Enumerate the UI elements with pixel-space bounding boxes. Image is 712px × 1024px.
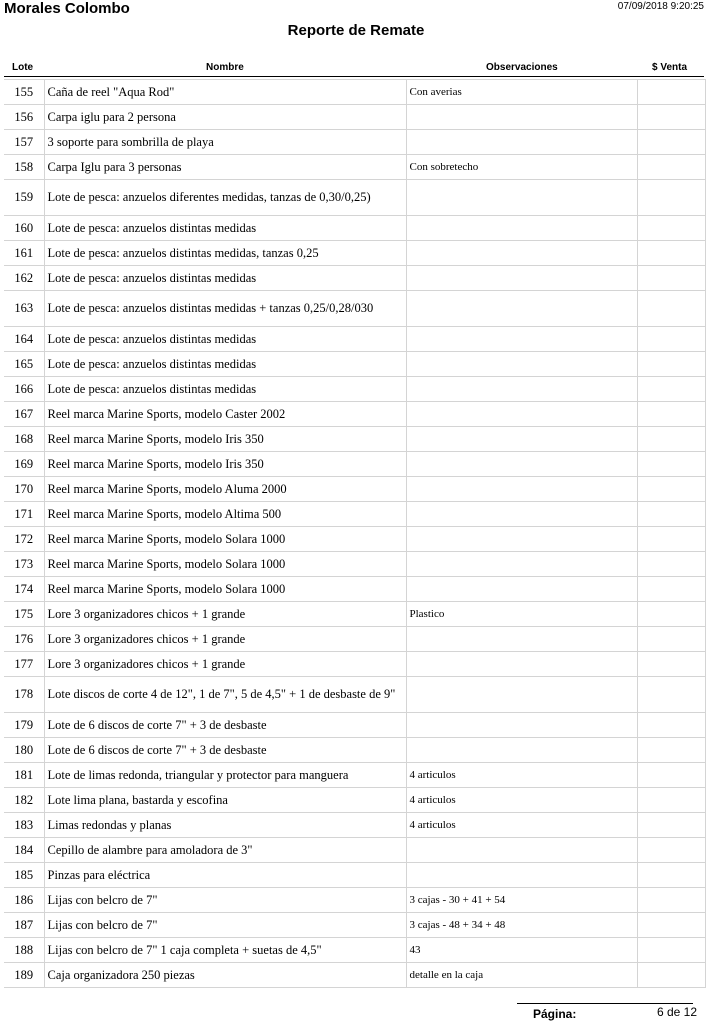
cell-nombre: Lote lima plana, bastarda y escofina [44,788,406,813]
cell-nombre: Lote de limas redonda, triangular y protector para manguera [44,763,406,788]
cell-nombre: Lote de 6 discos de corte 7" + 3 de desbaste [44,713,406,738]
cell-venta [637,838,705,863]
cell-lote: 184 [4,838,44,863]
cell-observaciones [406,863,637,888]
cell-lote: 185 [4,863,44,888]
cell-venta [637,527,705,552]
cell-observaciones: 4 articulos [406,813,637,838]
table-row [4,477,705,502]
cell-observaciones: Con sobretecho [406,155,637,180]
cell-observaciones [406,130,637,155]
cell-lote: 158 [4,155,44,180]
table-row [4,938,705,963]
cell-observaciones: 43 [406,938,637,963]
table-row [4,377,705,402]
cell-venta [637,577,705,602]
cell-observaciones [406,180,637,216]
page-label: Página: [533,1007,577,1021]
cell-venta [637,788,705,813]
cell-nombre: Lote de pesca: anzuelos distintas medidas [44,352,406,377]
page-number: 6 de 12 [656,1005,697,1019]
report-title: Reporte de Remate [287,22,425,39]
cell-observaciones: detalle en la caja [406,963,637,988]
table-row [4,713,705,738]
footer-divider [517,1003,693,1004]
table-row [4,502,705,527]
cell-lote: 188 [4,938,44,963]
cell-nombre: Carpa iglu para 2 persona [44,105,406,130]
column-header-venta: $ Venta [652,62,688,73]
cell-nombre: Reel marca Marine Sports, modelo Aluma 2000 [44,477,406,502]
cell-venta [637,888,705,913]
cell-observaciones [406,105,637,130]
cell-venta [637,241,705,266]
cell-lote: 179 [4,713,44,738]
table-row [4,427,705,452]
cell-nombre: Cepillo de alambre para amoladora de 3" [44,838,406,863]
cell-venta [637,216,705,241]
cell-lote: 189 [4,963,44,988]
cell-nombre: Lore 3 organizadores chicos + 1 grande [44,627,406,652]
cell-observaciones [406,377,637,402]
table-row [4,788,705,813]
cell-venta [637,713,705,738]
cell-observaciones [406,677,637,713]
column-header-observaciones: Observaciones [486,62,558,73]
cell-lote: 159 [4,180,44,216]
cell-lote: 160 [4,216,44,241]
cell-venta [637,327,705,352]
cell-nombre: Lote de pesca: anzuelos distintas medidas, tanzas 0,25 [44,241,406,266]
cell-venta [637,477,705,502]
table-row [4,105,705,130]
cell-lote: 187 [4,913,44,938]
cell-venta [637,602,705,627]
cell-venta [637,80,705,105]
cell-nombre: Reel marca Marine Sports, modelo Solara 1000 [44,527,406,552]
cell-lote: 173 [4,552,44,577]
table-row [4,155,705,180]
table-row [4,80,705,105]
cell-venta [637,502,705,527]
cell-nombre: Reel marca Marine Sports, modelo Altima 500 [44,502,406,527]
cell-lote: 162 [4,266,44,291]
cell-observaciones [406,266,637,291]
cell-venta [637,552,705,577]
cell-venta [637,130,705,155]
cell-observaciones [406,477,637,502]
cell-lote: 156 [4,105,44,130]
cell-nombre: Lote de pesca: anzuelos distintas medidas [44,266,406,291]
cell-nombre: Lote de pesca: anzuelos distintas medidas [44,327,406,352]
table-row [4,180,705,216]
cell-venta [637,627,705,652]
cell-venta [637,813,705,838]
table-row [4,241,705,266]
cell-venta [637,863,705,888]
cell-venta [637,105,705,130]
cell-lote: 180 [4,738,44,763]
cell-nombre: Reel marca Marine Sports, modelo Solara 1000 [44,577,406,602]
cell-lote: 161 [4,241,44,266]
cell-observaciones [406,327,637,352]
cell-lote: 166 [4,377,44,402]
company-name: Morales Colombo [4,0,130,17]
table-row [4,888,705,913]
cell-nombre: Lote de pesca: anzuelos distintas medidas [44,216,406,241]
cell-lote: 183 [4,813,44,838]
cell-observaciones [406,713,637,738]
cell-venta [637,402,705,427]
cell-lote: 164 [4,327,44,352]
cell-lote: 175 [4,602,44,627]
cell-nombre: Lote de pesca: anzuelos distintas medidas [44,377,406,402]
cell-observaciones [406,627,637,652]
cell-nombre: Pinzas para eléctrica [44,863,406,888]
cell-observaciones: Con averias [406,80,637,105]
table-row [4,677,705,713]
cell-venta [637,913,705,938]
cell-observaciones [406,402,637,427]
cell-nombre: Lore 3 organizadores chicos + 1 grande [44,652,406,677]
cell-venta [637,938,705,963]
cell-venta [637,677,705,713]
cell-nombre: Caña de reel "Aqua Rod" [44,80,406,105]
column-header-nombre: Nombre [206,62,244,73]
table-row [4,602,705,627]
cell-observaciones: 3 cajas - 30 + 41 + 54 [406,888,637,913]
cell-venta [637,427,705,452]
cell-lote: 168 [4,427,44,452]
cell-lote: 186 [4,888,44,913]
cell-lote: 171 [4,502,44,527]
table-row [4,266,705,291]
table-row [4,652,705,677]
cell-nombre: Lijas con belcro de 7" [44,888,406,913]
cell-venta [637,738,705,763]
cell-venta [637,266,705,291]
cell-venta [637,377,705,402]
cell-nombre: Reel marca Marine Sports, modelo Iris 350 [44,427,406,452]
cell-lote: 172 [4,527,44,552]
cell-observaciones: 4 articulos [406,763,637,788]
cell-observaciones [406,838,637,863]
cell-lote: 178 [4,677,44,713]
cell-nombre: 3 soporte para sombrilla de playa [44,130,406,155]
table-row [4,327,705,352]
table-row [4,738,705,763]
cell-lote: 169 [4,452,44,477]
table-row [4,763,705,788]
cell-lote: 157 [4,130,44,155]
table-row [4,577,705,602]
table-row [4,527,705,552]
cell-venta [637,291,705,327]
cell-observaciones: 4 articulos [406,788,637,813]
table-row [4,402,705,427]
cell-observaciones [406,427,637,452]
table-row [4,130,705,155]
cell-lote: 182 [4,788,44,813]
table-row [4,813,705,838]
table-row [4,291,705,327]
cell-observaciones [406,352,637,377]
cell-venta [637,180,705,216]
cell-lote: 167 [4,402,44,427]
cell-lote: 165 [4,352,44,377]
table-row [4,838,705,863]
cell-lote: 163 [4,291,44,327]
table-header [4,62,704,77]
cell-nombre: Lote de pesca: anzuelos distintas medidas + tanzas 0,25/0,28/030 [44,291,406,327]
cell-venta [637,452,705,477]
cell-lote: 174 [4,577,44,602]
cell-nombre: Reel marca Marine Sports, modelo Iris 350 [44,452,406,477]
cell-observaciones [406,216,637,241]
cell-lote: 155 [4,80,44,105]
table-row [4,963,705,988]
cell-nombre: Reel marca Marine Sports, modelo Solara 1000 [44,552,406,577]
cell-venta [637,652,705,677]
table-row [4,352,705,377]
report-timestamp: 07/09/2018 9:20:25 [617,1,704,12]
table-row [4,913,705,938]
cell-lote: 177 [4,652,44,677]
column-header-lote: Lote [12,62,34,73]
cell-venta [637,155,705,180]
cell-observaciones [406,502,637,527]
cell-observaciones [406,291,637,327]
table-row [4,452,705,477]
cell-nombre: Lore 3 organizadores chicos + 1 grande [44,602,406,627]
cell-observaciones: 3 cajas - 48 + 34 + 48 [406,913,637,938]
cell-nombre: Lote de 6 discos de corte 7" + 3 de desbaste [44,738,406,763]
cell-observaciones [406,527,637,552]
cell-observaciones [406,577,637,602]
cell-nombre: Lote de pesca: anzuelos diferentes medidas, tanzas de 0,30/0,25) [44,180,406,216]
cell-observaciones [406,738,637,763]
cell-observaciones: Plastico [406,602,637,627]
cell-lote: 181 [4,763,44,788]
cell-observaciones [406,241,637,266]
cell-nombre: Lijas con belcro de 7" [44,913,406,938]
cell-nombre: Lote discos de corte 4 de 12", 1 de 7", 5 de 4,5" + 1 de desbaste de 9" [44,677,406,713]
cell-observaciones [406,452,637,477]
cell-venta [637,352,705,377]
cell-observaciones [406,652,637,677]
cell-lote: 170 [4,477,44,502]
cell-nombre: Reel marca Marine Sports, modelo Caster 2002 [44,402,406,427]
cell-nombre: Carpa Iglu para 3 personas [44,155,406,180]
table-row [4,863,705,888]
table-row [4,552,705,577]
lots-table-body [4,80,705,988]
cell-nombre: Caja organizadora 250 piezas [44,963,406,988]
table-row [4,216,705,241]
cell-observaciones [406,552,637,577]
table-row [4,627,705,652]
cell-venta [637,763,705,788]
cell-nombre: Lijas con belcro de 7" 1 caja completa + suetas de 4,5" [44,938,406,963]
cell-venta [637,963,705,988]
cell-nombre: Limas redondas y planas [44,813,406,838]
cell-lote: 176 [4,627,44,652]
lots-table [4,79,706,988]
